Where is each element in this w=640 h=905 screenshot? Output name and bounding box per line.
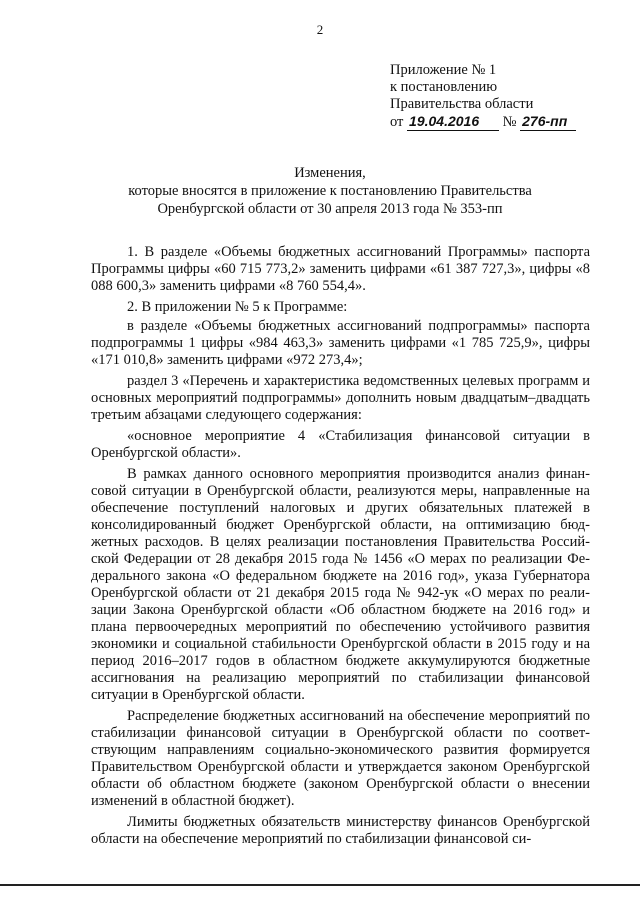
document-title (60, 164, 600, 218)
document-body (91, 244, 590, 852)
paragraph-3: в разделе «Объемы бюджетных ассигнований подпрограммы» паспорта подпрограммы 1 цифры «984 463,3» заменить цифрами «1 785 725,9», цифры «171 010,8» заменить цифрами «972 273,4»; (91, 318, 590, 368)
paragraph-4: раздел 3 «Перечень и характеристика ведомственных целевых программ и основных мероприятий подпрограммы» дополнить новым двадцатым–двадцать третьим абзацами следующего содержания: (91, 373, 590, 423)
appendix-line-1: Приложение № 1 (390, 62, 497, 78)
paragraph-7: Распределение бюджетных ассигнований на обеспечение мероприятий по стабилизации финансовой ситуации в Оренбургской области по соответствующим направлениям социально-экономического развития формируется Правительством Оренбургской области и утверждается законом Оренбургской области об областном бюджете (законом Оренбургской области о внесении изменений в областной бюджет). (91, 708, 590, 809)
bottom-scan-edge (0, 884, 640, 886)
from-label: от (390, 114, 404, 130)
handwritten-number: 276-пп (520, 113, 576, 131)
decree-date-number-line (390, 113, 620, 131)
title-line-2: которые вносятся в приложение к постановлению Правительства (128, 183, 532, 199)
paragraph-2: 2. В приложении № 5 к Программе: (127, 299, 348, 315)
paragraph-1: 1. В разделе «Объемы бюджетных ассигнований Программы» паспорта Программы цифры «60 715 773,2» заменить цифрами «61 387 727,3», цифры «8 088 600,3» заменить цифрами «8 760 554,4». (91, 244, 590, 294)
handwritten-date: 19.04.2016 (407, 113, 499, 131)
appendix-header (390, 62, 620, 131)
title-line-1: Изменения, (294, 165, 366, 181)
number-label: № (502, 114, 517, 130)
paragraph-5: «основное мероприятие 4 «Стабилизация финансовой ситуации в Оренбургской области». (91, 428, 590, 461)
paragraph-6: В рамках данного основного мероприятия производится анализ финансовой ситуации в Оренбургской области, реализуются меры, направленные на обеспечение поступлений налоговых и других обязательных платежей в консолидированный бюджет Оренбургской области, на оптимизацию бюджетных расходов. В целях реализации постановления Правительства Российской Федерации от 28 декабря 2015 года № 1456 «О мерах по реализации Федерального закона «О федеральном бюджете на 2016 год», указа Губернатора Оренбургской области от 21 декабря 2015 года № 942-ук «О мерах по реализации Закона Оренбургской области «Об областном бюджете на 2016 год» и плана первоочередных мероприятий по обеспечению устойчивого развития экономики и социальной стабильности Оренбургской области в 2015 году и на период 2016–2017 годов в областном бюджете аккумулируются бюджетные ассигнования на реализацию мероприятий по стабилизации финансовой ситуации в Оренбургской области. (91, 466, 590, 703)
title-line-3: Оренбургской области от 30 апреля 2013 года № 353-пп (157, 201, 503, 217)
appendix-line-2: к постановлению (390, 79, 498, 95)
paragraph-8: Лимиты бюджетных обязательств министерству финансов Оренбургской области на обеспечение мероприятий по стабилизации финансовой си- (91, 814, 590, 847)
appendix-line-3: Правительства области (390, 96, 534, 112)
page-number: 2 (316, 22, 324, 37)
